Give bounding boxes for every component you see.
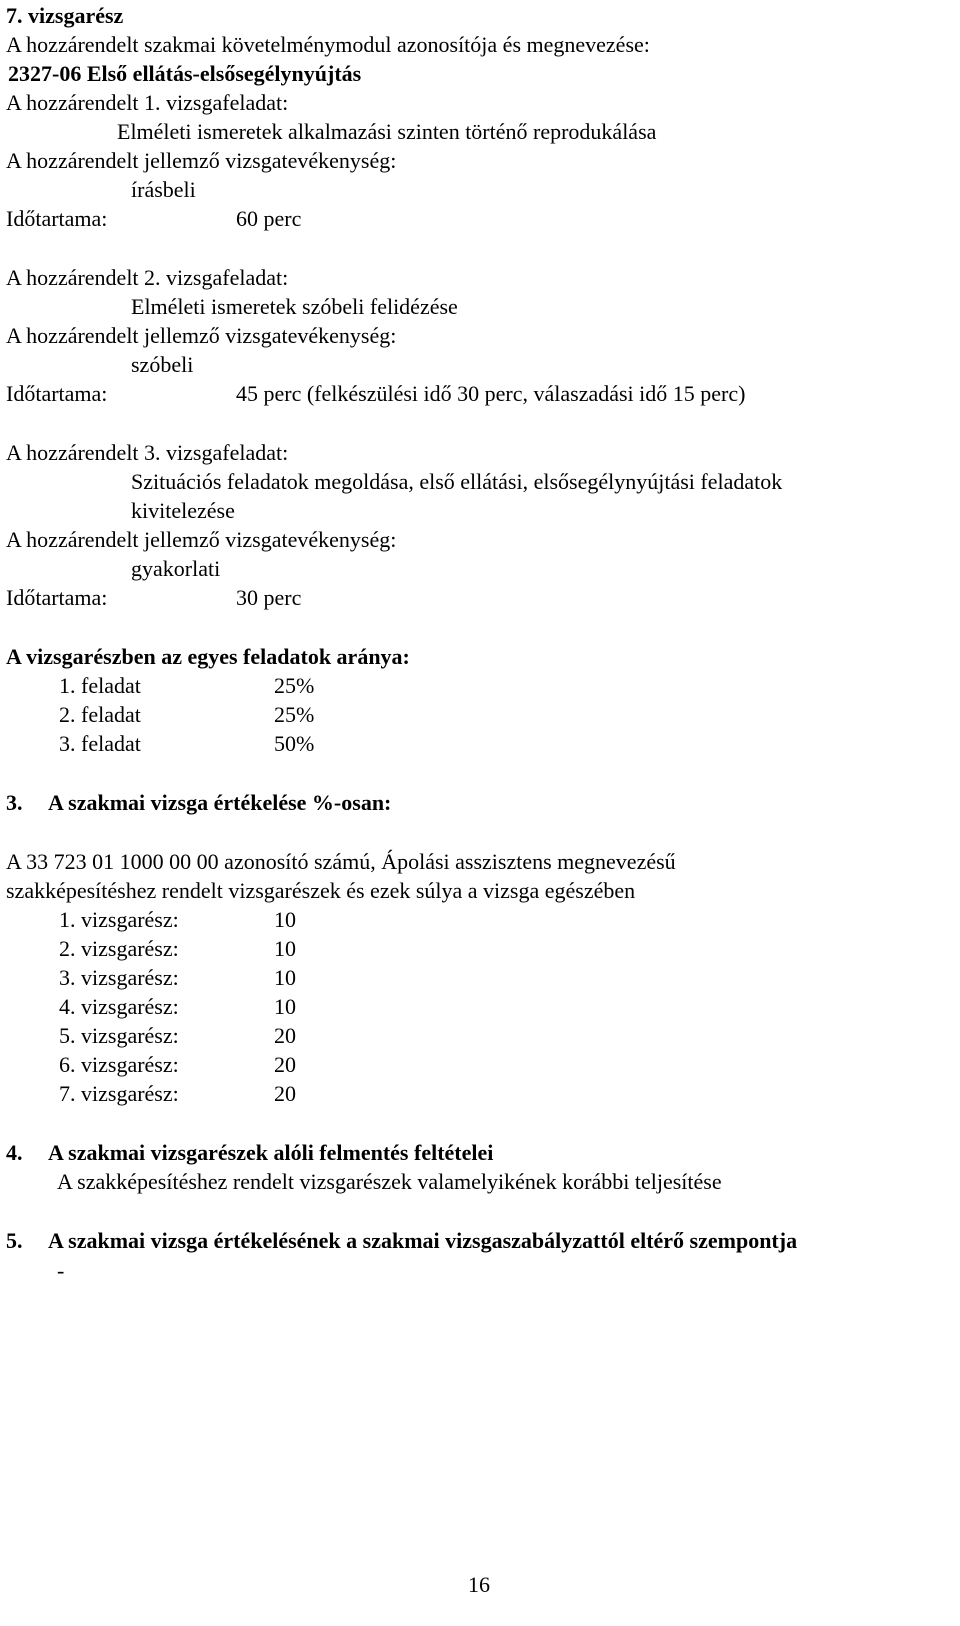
task2-name: Elméleti ismeretek szóbeli felidézése (131, 294, 458, 319)
section-heading: 7. vizsgarész (6, 3, 124, 28)
weight-part: 6. vizsgarész: (59, 1052, 179, 1077)
weight-part: 1. vizsgarész: (59, 907, 179, 932)
ratio-heading: A vizsgarészben az egyes feladatok aránya: (6, 644, 410, 669)
module-value: 2327-06 Első ellátás-elsősegélynyújtás (8, 61, 362, 86)
task1-activity-label: A hozzárendelt jellemző vizsgatevékenység: (6, 148, 397, 173)
task2-activity-label: A hozzárendelt jellemző vizsgatevékenység: (6, 323, 397, 348)
weight-value: 10 (274, 994, 296, 1019)
section5-title: A szakmai vizsga értékelésének a szakmai vizsgaszabályzattól eltérő szempontja (48, 1228, 798, 1253)
weight-value: 10 (274, 965, 296, 990)
section3-text-line2: szakképesítéshez rendelt vizsgarészek és ezek súlya a vizsga egészében (6, 878, 636, 903)
weight-value: 20 (274, 1052, 296, 1077)
task2-duration: 45 perc (felkészülési idő 30 perc, válaszadási idő 15 perc) (236, 381, 746, 406)
module-label: A hozzárendelt szakmai követelménymodul azonosítója és megnevezése: (6, 32, 650, 57)
task3-duration: 30 perc (236, 585, 302, 610)
section5-text: - (57, 1258, 65, 1283)
section4-title: A szakmai vizsgarészek alóli felmentés feltételei (48, 1140, 494, 1165)
ratio-value: 25% (274, 702, 315, 727)
section4-number: 4. (6, 1140, 23, 1165)
task2-label: A hozzárendelt 2. vizsgafeladat: (6, 265, 289, 290)
weight-value: 20 (274, 1081, 296, 1106)
ratio-task: 2. feladat (59, 702, 141, 727)
task1-duration-label: Időtartama: (6, 206, 108, 231)
task2-activity: szóbeli (131, 352, 194, 377)
ratio-task: 1. feladat (59, 673, 141, 698)
weight-part: 4. vizsgarész: (59, 994, 179, 1019)
weight-part: 5. vizsgarész: (59, 1023, 179, 1048)
section4-text: A szakképesítéshez rendelt vizsgarészek valamelyikének korábbi teljesítése (57, 1169, 722, 1194)
weight-part: 2. vizsgarész: (59, 936, 179, 961)
ratio-task: 3. feladat (59, 731, 141, 756)
task1-name: Elméleti ismeretek alkalmazási szinten történő reprodukálása (117, 119, 657, 144)
weight-part: 3. vizsgarész: (59, 965, 179, 990)
weight-value: 10 (274, 936, 296, 961)
ratio-value: 25% (274, 673, 315, 698)
section3-text-line1: A 33 723 01 1000 00 00 azonosító számú, Ápolási asszisztens megnevezésű (6, 849, 676, 874)
weight-part: 7. vizsgarész: (59, 1081, 179, 1106)
weight-value: 10 (274, 907, 296, 932)
section3-number: 3. (6, 790, 23, 815)
task1-duration: 60 perc (236, 206, 302, 231)
task1-activity: írásbeli (131, 177, 196, 202)
task3-name-line1: Szituációs feladatok megoldása, első ellátási, elsősegélynyújtási feladatok (131, 469, 783, 494)
section5-number: 5. (6, 1228, 23, 1253)
task3-activity-label: A hozzárendelt jellemző vizsgatevékenység: (6, 527, 397, 552)
task3-duration-label: Időtartama: (6, 585, 108, 610)
section3-title: A szakmai vizsga értékelése %-osan: (48, 790, 392, 815)
task3-activity: gyakorlati (131, 556, 221, 581)
task3-label: A hozzárendelt 3. vizsgafeladat: (6, 440, 289, 465)
weight-value: 20 (274, 1023, 296, 1048)
task2-duration-label: Időtartama: (6, 381, 108, 406)
page-number: 16 (468, 1572, 490, 1597)
ratio-value: 50% (274, 731, 315, 756)
task1-label: A hozzárendelt 1. vizsgafeladat: (6, 90, 289, 115)
task3-name-line2: kivitelezése (131, 498, 235, 523)
